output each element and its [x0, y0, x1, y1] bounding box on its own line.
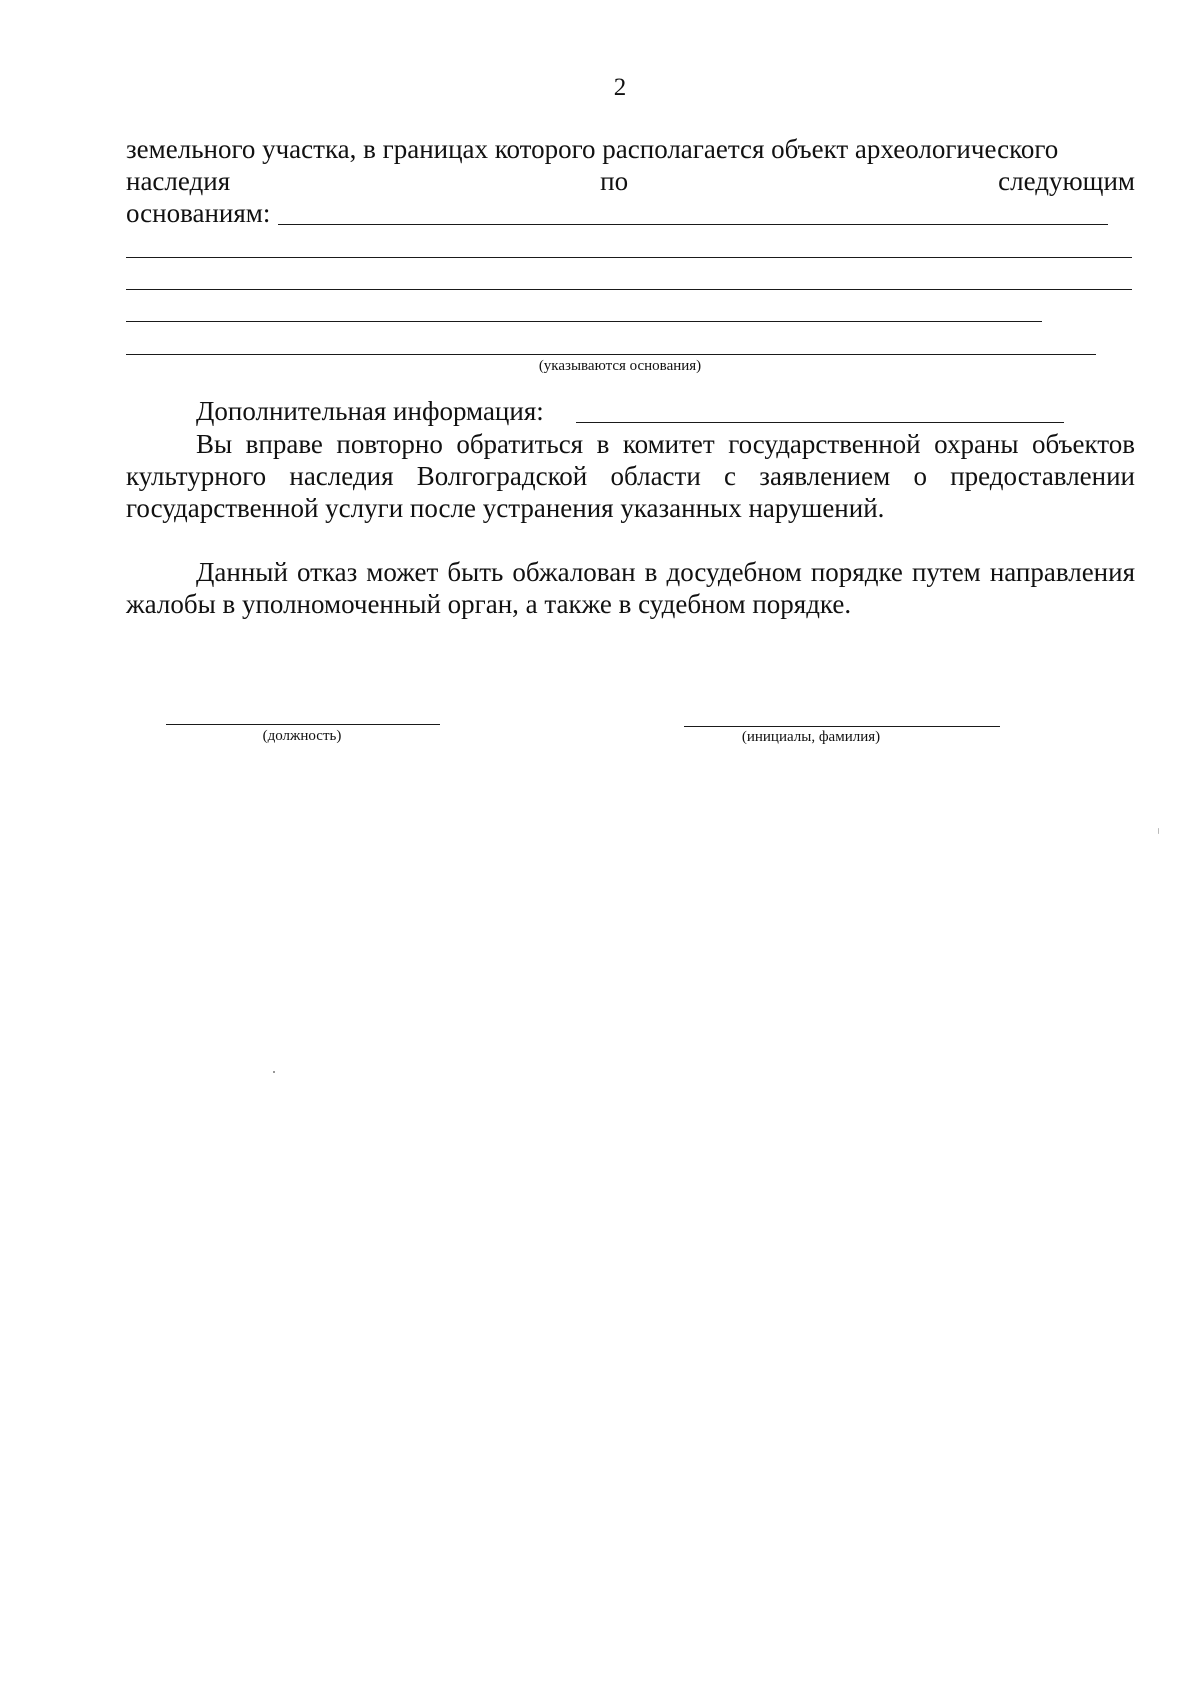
position-caption: (должность): [262, 728, 342, 744]
grounds-caption: (указываются основания): [538, 358, 702, 374]
grounds-underline-1[interactable]: [278, 224, 1108, 225]
body-line-2: [126, 166, 1135, 196]
signature-position-line[interactable]: [166, 724, 440, 725]
grounds-underline-5[interactable]: [126, 354, 1096, 355]
name-caption: (инициалы, фамилия): [741, 729, 881, 745]
additional-info-underline[interactable]: [576, 422, 1064, 423]
page-number: 2: [613, 74, 627, 101]
additional-info-label: Дополнительная информация:: [196, 396, 544, 426]
word-po: по: [600, 166, 629, 196]
scan-mark: [1158, 828, 1159, 834]
grounds-underline-2[interactable]: [126, 257, 1132, 258]
word-sleduyushchim: следующим: [998, 166, 1135, 196]
body-line-1: земельного участка, в границах которого располагается объект археологического: [126, 134, 1059, 164]
signature-name-line[interactable]: [684, 726, 1000, 727]
grounds-label: основаниям:: [126, 198, 271, 228]
paragraph-appeal: Вы вправе повторно обратиться в комитет государственной охраны объектов культурного наследия Волгоградской области с заявлением о предоставлении государственной услуги после устранения указанных нарушений.: [126, 429, 1135, 523]
grounds-underline-3[interactable]: [126, 289, 1132, 290]
scan-speck: [273, 1071, 275, 1073]
paragraph-refusal: Данный отказ может быть обжалован в досудебном порядке путем направления жалобы в уполномоченный орган, а также в судебном порядке.: [126, 557, 1135, 619]
grounds-underline-4[interactable]: [126, 321, 1042, 322]
word-nasledia: наследия: [126, 166, 231, 196]
